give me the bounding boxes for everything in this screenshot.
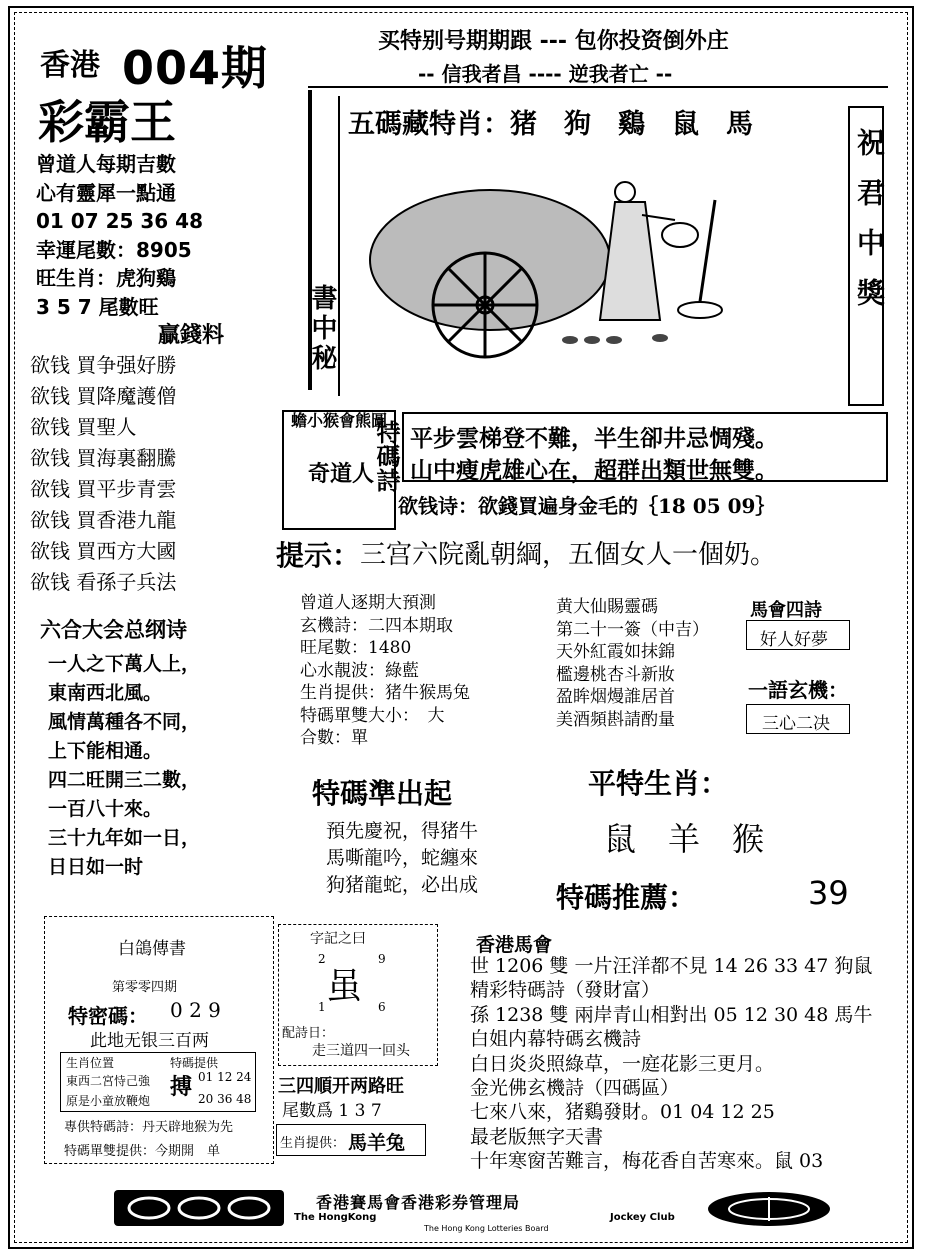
tip-text: 三宫六院亂朝綱，五個女人一個奶。 — [360, 540, 777, 570]
provide-label: 特碼提供 — [170, 1056, 219, 1070]
list-item: 欲钱 買海裏翻騰 — [30, 446, 177, 470]
celebrate-title: 特碼準出起 — [312, 777, 453, 810]
word-poem-label: 配詩日： — [282, 1026, 335, 1041]
poem-line: 上下能相通。 — [48, 740, 163, 762]
poem-left-title: 六合大会总纲诗 — [40, 617, 187, 642]
huang-daxian — [556, 596, 709, 731]
single-double: 特碼單雙提供：今期開 单 — [64, 1144, 221, 1159]
list-item: 欲钱 買平步青雲 — [30, 477, 177, 501]
oracle-line: 檻邊桃杏斗新妝 — [556, 664, 675, 685]
brand-title: 彩霸王 — [38, 95, 176, 149]
tip-label: 提示： — [276, 539, 361, 572]
woman-figure — [600, 182, 675, 320]
flat-special-animals: 鼠 羊 猴 — [604, 820, 765, 858]
list-item: 欲钱 買西方大國 — [30, 539, 177, 563]
poem-line: 東南西北風。 — [48, 682, 163, 704]
list-item: 欲钱 看孫子兵法 — [30, 570, 177, 594]
prediction-line: 特碼單雙大小： 大 — [300, 705, 445, 726]
stats-line: 曾道人每期吉數 — [36, 152, 176, 176]
footer-en-sub: The Hong Kong Lotteries Board — [424, 1224, 549, 1233]
prediction — [300, 592, 470, 750]
poem-line: 日日如一时 — [48, 856, 144, 878]
word-number: 9 — [378, 952, 386, 966]
zodiac-label: 生肖提供： — [280, 1136, 346, 1151]
one-word-value: 三心二决 — [762, 714, 830, 734]
oracle-line: 黄大仙賜靈碼 — [556, 597, 658, 617]
dog-figure — [678, 302, 722, 318]
list-item: 欲钱 買降魔護僧 — [30, 384, 177, 408]
poem-line: 一百八十來。 — [48, 798, 163, 820]
word-number: 6 — [378, 1000, 386, 1014]
poem-line: 三十九年如一日， — [48, 827, 201, 849]
zodiac-position-line: 原是小童放鞭炮 — [66, 1094, 151, 1108]
vertical-banner-right: 祝君中獎 — [853, 128, 886, 328]
jockey-club-icon — [708, 1192, 830, 1226]
jockey-club-logo — [708, 1192, 830, 1226]
special-poem-line: 平步雲梯登不難，半生卻井忌惆殘。 — [410, 426, 778, 452]
tail-text: 尾數爲 1 3 7 — [282, 1101, 382, 1121]
word-big-char: 虽 — [326, 966, 363, 1007]
oracle-line: 美酒頻斟請酌量 — [556, 709, 675, 730]
recommend-label: 特碼推薦： — [556, 881, 697, 914]
flat-special-title: 平特生肖： — [588, 767, 729, 800]
issue-number: 004期 — [122, 41, 269, 95]
celebrate-line: 狗猪龍蛇，必出成 — [326, 874, 479, 896]
lottery-logo-icon — [114, 1190, 284, 1226]
secret-code-sub: 此地无银三百两 — [90, 1031, 209, 1051]
list-item: 欲钱 買聖人 — [30, 415, 137, 439]
poem-line: 一人之下萬人上， — [48, 653, 201, 675]
oracle-line: 天外紅霞如抹錦 — [556, 642, 675, 662]
secret-code: 0 2 9 — [170, 998, 221, 1022]
footer-cn: 香港賽馬會香港彩券管理局 — [316, 1193, 521, 1212]
provide-nums: 20 36 48 — [198, 1092, 252, 1106]
list-item: 欲钱 買争强好勝 — [30, 353, 177, 377]
word-poem: 走三道四一回头 — [312, 1043, 410, 1059]
celebrate-lines — [326, 818, 478, 899]
big-char: 搏 — [170, 1074, 193, 1100]
prediction-line: 心水靚波：綠藍 — [300, 660, 419, 681]
win-material-list — [30, 350, 176, 598]
special-poem-small: 專供特碼詩：丹天辟地猴为先 — [64, 1120, 234, 1135]
hk-horse-line: 七來八來，猪鷄發財。01 04 12 25 — [470, 1101, 775, 1124]
pig-figure — [662, 223, 698, 247]
footer-en-left: The HongKong — [294, 1212, 377, 1223]
money-poem: 欲钱诗：欲錢買遍身金毛的｛18 05 09｝ — [398, 494, 776, 518]
badge-top: 蟾小猴會熊圖 — [290, 411, 387, 430]
hk-horse-line: 精彩特碼詩（發財富） — [470, 979, 661, 1002]
stats-line: 幸運尾數：8905 — [36, 237, 192, 262]
prediction-line: 旺尾數：1480 — [300, 638, 412, 658]
slogan: 买特别号期期跟 --- 包你投资倒外庄 — [378, 29, 729, 54]
hk-horse-title: 香港馬會 — [476, 934, 553, 956]
picture-title: 五碼藏特肖：猪 狗 鷄 鼠 馬 — [348, 109, 753, 140]
special-poem-label: 特碼詩 — [372, 420, 401, 492]
one-word-title: 一語玄機： — [748, 678, 848, 702]
prediction-line: 玄機詩：二四本期取 — [300, 615, 453, 636]
stats-line: 心有靈犀一點通 — [36, 180, 176, 205]
left-stats — [36, 150, 203, 321]
poem-line: 四二旺開三二數， — [48, 769, 201, 791]
special-poem-line: 山中瘦虎雄心在，超群出類世無雙。 — [410, 458, 778, 484]
secret-code-label: 特密碼： — [68, 1004, 148, 1028]
poem-line: 風情萬種各不同， — [48, 711, 201, 733]
provide-nums: 01 12 24 — [198, 1070, 252, 1084]
oracle-line: 第二十一簽（中吉） — [556, 619, 709, 640]
hk-horse-line: 最老版無字天書 — [470, 1125, 604, 1148]
hk-horse-line: 孫 1238 雙 兩岸青山相對出 05 12 30 48 馬牛 — [470, 1003, 873, 1026]
pigeon-header: 白鴿傳書 — [118, 939, 186, 959]
hk-horse-lines — [470, 954, 872, 1174]
list-item: 欲钱 買香港九龍 — [30, 508, 177, 532]
word-card-header: 字記之曰 — [310, 931, 366, 947]
rule-text: 三四順开两路旺 — [278, 1076, 404, 1097]
stats-line: 01 07 25 36 48 — [36, 209, 204, 233]
footer-en-right: Jockey Club — [610, 1212, 675, 1223]
hk-horse-line: 白姐内幕特碼玄機詩 — [470, 1028, 642, 1051]
win-material-title: 贏錢料 — [158, 322, 225, 348]
hk-horse-line: 世 1206 雙 一片汪洋都不見 14 26 33 47 狗鼠 — [470, 955, 873, 977]
hk-horse-line: 白日炎炎照綠草，一庭花影三更月。 — [470, 1052, 775, 1075]
word-number: 1 — [318, 1000, 326, 1014]
prediction-line: 合數：單 — [300, 728, 368, 748]
prediction-line: 曾道人逐期大預測 — [300, 593, 436, 613]
cart-wheel — [433, 253, 537, 357]
zodiac-value: 馬羊兔 — [348, 1132, 406, 1154]
hk-horse-line: 金光佛玄機詩（四碼區） — [470, 1077, 680, 1100]
badge-bottom: 奇道人 — [307, 461, 374, 487]
prediction-line: 生肖提供：猪牛猴馬兔 — [300, 683, 470, 703]
hk-horse-line: 十年寒窗苦難言，梅花香自苦寒來。鼠 03 — [470, 1150, 824, 1173]
celebrate-line: 預先慶祝，得猪牛 — [326, 820, 479, 842]
stats-line: 旺生肖：虎狗鷄 — [36, 266, 176, 290]
pigeon-issue: 第零零四期 — [112, 980, 178, 995]
poem-left — [48, 650, 200, 882]
slogan-2: -- 信我者昌 ---- 逆我者亡 -- — [418, 62, 673, 86]
vertical-banner-left: 書中秘 — [307, 284, 337, 374]
word-number: 2 — [318, 952, 326, 966]
horse-poem-value: 好人好夢 — [760, 630, 828, 650]
zodiac-position-label: 生肖位置 — [66, 1056, 115, 1070]
recommend-value: 39 — [808, 874, 849, 912]
oracle-line: 盈眸烟熳誰居首 — [556, 687, 675, 707]
lottery-logo — [114, 1190, 284, 1226]
brand-small: 香港 — [40, 48, 100, 83]
stats-line: 3 5 7 尾數旺 — [36, 294, 159, 319]
illustration — [360, 140, 810, 360]
horse-poem-title: 馬會四詩 — [750, 600, 822, 621]
zodiac-position-line: 東西二宮恃己強 — [66, 1074, 151, 1088]
celebrate-line: 馬嘶龍吟，蛇纏來 — [326, 847, 479, 869]
